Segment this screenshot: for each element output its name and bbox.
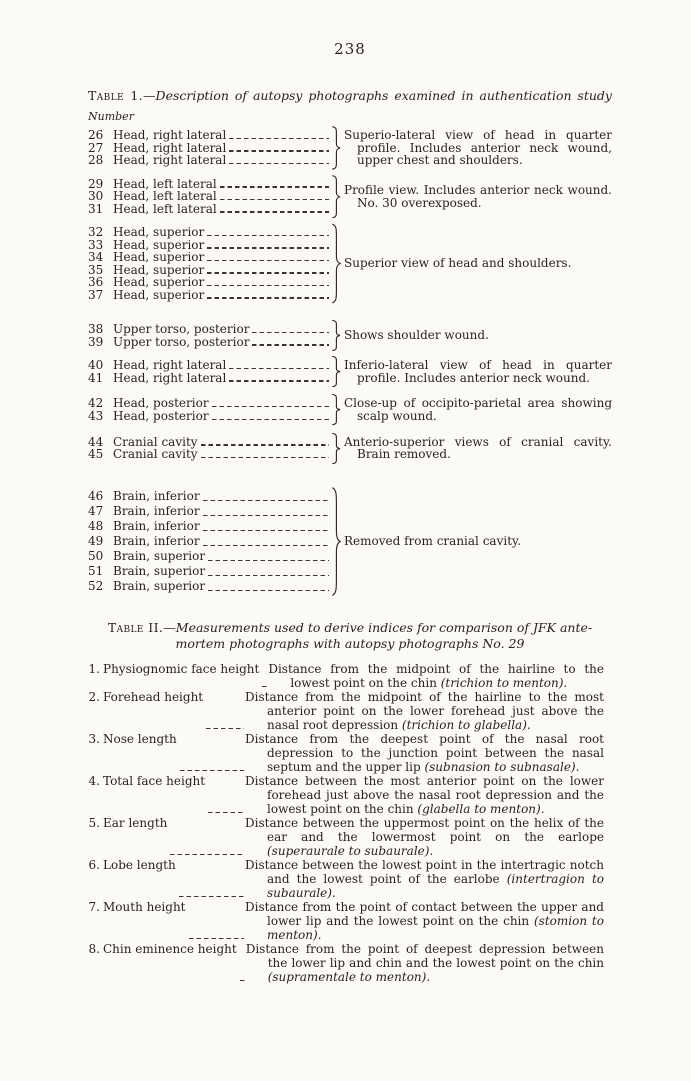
item-number: 7. xyxy=(88,899,100,914)
table-row xyxy=(88,190,330,203)
measurement-item xyxy=(88,690,612,732)
item-label: Total face height xyxy=(103,773,206,788)
group-brace xyxy=(330,489,341,594)
leader-dashes xyxy=(208,575,329,576)
measurement-item xyxy=(88,732,612,774)
leader-dashes xyxy=(208,812,244,813)
item-definition: Distance from the midpoint of the hairline to the most anterior point on the lower forehead just above the nasal root depression (trichion to glabella). xyxy=(245,689,604,732)
item-label-wrap xyxy=(103,690,245,732)
entry-label: Head, superior xyxy=(113,262,205,277)
table-row xyxy=(88,448,330,461)
group-entries xyxy=(88,226,330,301)
group-description xyxy=(341,226,612,301)
group-brace-icon xyxy=(330,356,341,387)
leader-dashes xyxy=(207,297,329,298)
item-anatomical-terms: (glabella to menton). xyxy=(417,801,545,816)
item-label-wrap xyxy=(103,900,245,942)
measurement-item xyxy=(88,900,612,942)
group-description-text: Shows shoulder wound. xyxy=(344,328,489,343)
table-row xyxy=(88,579,330,594)
photo-group xyxy=(88,489,612,594)
photo-group xyxy=(88,397,612,422)
group-description xyxy=(341,436,612,461)
leader-dashes xyxy=(208,590,329,591)
measurement-item xyxy=(88,662,612,690)
item-anatomical-terms: (supramentale to menton). xyxy=(267,969,431,984)
group-brace-icon xyxy=(330,223,341,304)
entry-number: 34 xyxy=(88,250,104,265)
photo-group xyxy=(88,323,612,348)
entry-label: Brain, inferior xyxy=(113,518,200,533)
table-row xyxy=(88,129,330,142)
group-brace xyxy=(330,323,341,348)
group-description xyxy=(341,397,612,422)
group-description xyxy=(341,323,612,348)
item-anatomical-terms: (superaurale to subaurale). xyxy=(267,843,434,858)
item-number: 6. xyxy=(88,857,100,872)
item-anatomical-terms: (trichion to menton). xyxy=(440,675,568,690)
entry-number: 50 xyxy=(88,548,104,563)
group-brace-icon xyxy=(330,126,341,170)
table-row xyxy=(88,226,330,239)
entry-label: Head, right lateral xyxy=(113,153,227,167)
entry-label: Cranial cavity xyxy=(113,447,198,462)
item-anatomical-terms: (trichion to glabella). xyxy=(401,717,531,732)
leader-dashes xyxy=(207,260,329,261)
group-description-text: Profile view. Includes anterior neck wound. No. 30 overexposed. xyxy=(344,182,612,210)
group-description xyxy=(341,489,612,594)
table1-title xyxy=(88,88,612,104)
table1-title-prefix: Table 1. xyxy=(88,88,144,103)
entry-number: 49 xyxy=(88,533,104,548)
group-entries xyxy=(88,178,330,216)
item-label: Lobe length xyxy=(103,857,176,872)
item-number: 3. xyxy=(88,731,100,746)
entry-number: 26 xyxy=(88,128,104,142)
group-brace-icon xyxy=(330,320,341,351)
entry-number: 36 xyxy=(88,275,104,290)
item-definition: Distance between the most anterior point on the lower forehead just above the nasal root depression and the lowest point on the chin (glabella to menton). xyxy=(245,773,604,816)
table-row xyxy=(88,289,330,302)
entry-label: Brain, inferior xyxy=(113,488,200,503)
entry-number: 51 xyxy=(88,563,104,578)
entry-label: Brain, superior xyxy=(113,548,206,563)
group-description-text: Superior view of head and shoulders. xyxy=(344,256,572,271)
photo-group xyxy=(88,359,612,384)
item-label-wrap xyxy=(103,732,245,774)
item-label-wrap xyxy=(103,858,245,900)
entry-label: Head, posterior xyxy=(113,408,209,423)
item-number: 1. xyxy=(88,661,100,676)
leader-dashes xyxy=(212,406,329,407)
leader-dashes xyxy=(179,896,244,897)
leader-dashes xyxy=(229,380,329,381)
group-brace xyxy=(330,359,341,384)
entry-number: 33 xyxy=(88,237,104,252)
entry-number: 27 xyxy=(88,140,104,155)
leader-dashes xyxy=(229,163,329,164)
item-number: 4. xyxy=(88,773,100,788)
group-entries xyxy=(88,323,330,348)
item-label-wrap xyxy=(103,816,245,858)
group-description-text: Superio-lateral view of head in quarter profile. Includes anterior neck wound, upper chest and shoulders. xyxy=(344,128,612,168)
entry-number: 32 xyxy=(88,225,104,240)
item-label: Chin eminence height xyxy=(103,941,237,956)
item-anatomical-terms: (stomion to menton). xyxy=(267,913,604,942)
group-description-text: Removed from cranial cavity. xyxy=(344,534,522,549)
photo-group xyxy=(88,226,612,301)
item-label-wrap xyxy=(103,774,245,816)
entry-number: 48 xyxy=(88,518,104,533)
item-definition: Distance between the uppermost point on the helix of the ear and the lowermost point on the earlope (superaurale to subaurale). xyxy=(245,815,604,858)
item-definition: Distance between the lowest point in the intertragic notch and the lowest point of the earlobe (intertragion to subaurale). xyxy=(245,857,604,900)
item-label: Forehead height xyxy=(103,689,204,704)
table1-title-text: —Description of autopsy photographs examined in authentication study xyxy=(143,88,612,103)
table-row xyxy=(88,534,330,549)
entry-number: 29 xyxy=(88,176,104,191)
item-label: Nose length xyxy=(103,731,177,746)
entry-label: Head, superior xyxy=(113,237,205,252)
item-anatomical-terms: (subnasion to subnasale). xyxy=(424,759,580,774)
item-number: 5. xyxy=(88,815,100,830)
leader-dashes xyxy=(180,770,244,771)
leader-dashes xyxy=(229,138,329,139)
entry-label: Upper torso, posterior xyxy=(113,322,250,337)
leader-dashes xyxy=(170,854,244,855)
photo-group xyxy=(88,129,612,167)
measurement-item xyxy=(88,858,612,900)
group-description-text: Anterio-superior views of cranial cavity. Brain removed. xyxy=(344,434,612,462)
group-entries xyxy=(88,129,330,167)
leader-dashes xyxy=(203,530,329,531)
entry-label: Head, posterior xyxy=(113,396,209,411)
leader-dashes xyxy=(212,419,329,420)
leader-dashes xyxy=(220,199,329,200)
group-description xyxy=(341,359,612,384)
entry-label: Head, superior xyxy=(113,225,205,240)
leader-dashes xyxy=(229,150,329,151)
table-row xyxy=(88,276,330,289)
table2-title-prefix: Table II. xyxy=(107,619,164,635)
entry-number: 40 xyxy=(88,358,104,373)
item-label-wrap xyxy=(103,662,268,690)
leader-dashes xyxy=(207,285,329,286)
photo-group xyxy=(88,178,612,216)
leader-dashes xyxy=(262,686,267,687)
group-description xyxy=(341,178,612,216)
leader-dashes xyxy=(207,272,329,273)
photo-group xyxy=(88,436,612,461)
group-brace-icon xyxy=(330,486,341,597)
leader-dashes xyxy=(206,728,244,729)
leader-dashes xyxy=(220,211,329,212)
group-brace xyxy=(330,129,341,167)
table2-title xyxy=(99,620,601,652)
table-row xyxy=(88,549,330,564)
entry-number: 30 xyxy=(88,189,104,204)
group-brace-icon xyxy=(330,175,341,219)
measurement-item xyxy=(88,774,612,816)
table-row xyxy=(88,564,330,579)
entry-label: Head, superior xyxy=(113,250,205,265)
group-brace-icon xyxy=(330,433,341,464)
group-description-text: Inferio-lateral view of head in quarter profile. Includes anterior neck wound. xyxy=(344,358,612,385)
item-label: Ear length xyxy=(103,815,168,830)
entry-label: Brain, inferior xyxy=(113,503,200,518)
entry-label: Head, right lateral xyxy=(113,370,227,385)
leader-dashes xyxy=(201,457,329,458)
group-entries xyxy=(88,489,330,594)
table1-groups xyxy=(88,129,612,594)
item-number: 2. xyxy=(88,689,100,704)
leader-dashes xyxy=(203,545,329,546)
table-row xyxy=(88,372,330,385)
measurement-item xyxy=(88,942,612,984)
entry-number: 43 xyxy=(88,408,104,423)
entry-number: 42 xyxy=(88,396,104,411)
entry-number: 35 xyxy=(88,262,104,277)
entry-number: 52 xyxy=(88,578,104,593)
item-number: 8. xyxy=(88,941,100,956)
entry-number: 28 xyxy=(88,153,104,167)
entry-label: Head, superior xyxy=(113,275,205,290)
group-brace xyxy=(330,397,341,422)
table-row xyxy=(88,410,330,423)
entry-label: Head, superior xyxy=(113,287,205,302)
group-brace-icon xyxy=(330,394,341,425)
leader-dashes xyxy=(207,247,329,248)
entry-number: 38 xyxy=(88,322,104,337)
leader-dashes xyxy=(203,515,329,516)
entry-label: Head, left lateral xyxy=(113,176,217,191)
entry-number: 45 xyxy=(88,447,104,462)
entry-label: Head, right lateral xyxy=(113,140,227,155)
group-entries xyxy=(88,397,330,422)
item-label-wrap xyxy=(103,942,246,984)
leader-dashes xyxy=(189,938,244,939)
entry-label: Upper torso, posterior xyxy=(113,334,250,349)
entry-number: 47 xyxy=(88,503,104,518)
table2-items xyxy=(88,662,612,984)
leader-dashes xyxy=(252,332,329,333)
table-row xyxy=(88,359,330,372)
item-definition: Distance from the deepest point of the nasal root depression to the junction point between the nasal septum and the upper lip (subnasion to subnasale). xyxy=(245,731,604,774)
entry-label: Brain, superior xyxy=(113,563,206,578)
item-definition: Distance from the midpoint of the hairline to the lowest point on the chin (trichion to menton). xyxy=(268,661,604,690)
group-description-text: Close-up of occipito-parietal area showing scalp wound. xyxy=(344,396,612,424)
leader-dashes xyxy=(203,500,329,501)
item-label: Mouth height xyxy=(103,899,186,914)
group-brace xyxy=(330,226,341,301)
table-row xyxy=(88,519,330,534)
entry-label: Head, left lateral xyxy=(113,189,217,204)
table1-number-column-heading: Number xyxy=(88,110,134,123)
entry-number: 31 xyxy=(88,201,104,216)
table-row xyxy=(88,251,330,264)
leader-dashes xyxy=(207,235,329,236)
entry-label: Head, right lateral xyxy=(113,358,227,373)
item-anatomical-terms: (intertragion to subaurale). xyxy=(267,871,604,900)
page-number: 238 xyxy=(334,40,366,58)
item-label: Physiognomic face height xyxy=(103,661,260,676)
entry-label: Brain, superior xyxy=(113,578,206,593)
group-entries xyxy=(88,436,330,461)
leader-dashes xyxy=(240,980,245,981)
table2-title-text: —Measurements used to derive indices for comparison of JFK ante-mortem photographs with autopsy photographs No. 29 xyxy=(163,619,593,651)
entry-number: 44 xyxy=(88,434,104,449)
measurement-item xyxy=(88,816,612,858)
entry-number: 37 xyxy=(88,287,104,302)
table-row xyxy=(88,489,330,504)
group-brace xyxy=(330,436,341,461)
group-description xyxy=(341,129,612,167)
leader-dashes xyxy=(229,368,329,369)
entry-number: 39 xyxy=(88,334,104,349)
group-brace xyxy=(330,178,341,216)
table-row xyxy=(88,203,330,216)
leader-dashes xyxy=(220,186,329,187)
group-entries xyxy=(88,359,330,384)
leader-dashes xyxy=(208,560,329,561)
entry-label: Brain, inferior xyxy=(113,533,200,548)
entry-label: Cranial cavity xyxy=(113,434,198,449)
table-row xyxy=(88,504,330,519)
leader-dashes xyxy=(201,444,329,445)
entry-label: Head, right lateral xyxy=(113,128,227,142)
entry-number: 41 xyxy=(88,370,104,385)
entry-label: Head, left lateral xyxy=(113,201,217,216)
table-row xyxy=(88,323,330,336)
table-row xyxy=(88,154,330,167)
item-definition: Distance from the point of contact between the upper and lower lip and the lowest point on the chin (stomion to menton). xyxy=(245,899,604,942)
item-definition: Distance from the point of deepest depression between the lower lip and chin and the lowest point on the chin (supramentale to menton). xyxy=(245,941,604,984)
entry-number: 46 xyxy=(88,488,104,503)
table-row xyxy=(88,336,330,349)
leader-dashes xyxy=(252,344,329,345)
